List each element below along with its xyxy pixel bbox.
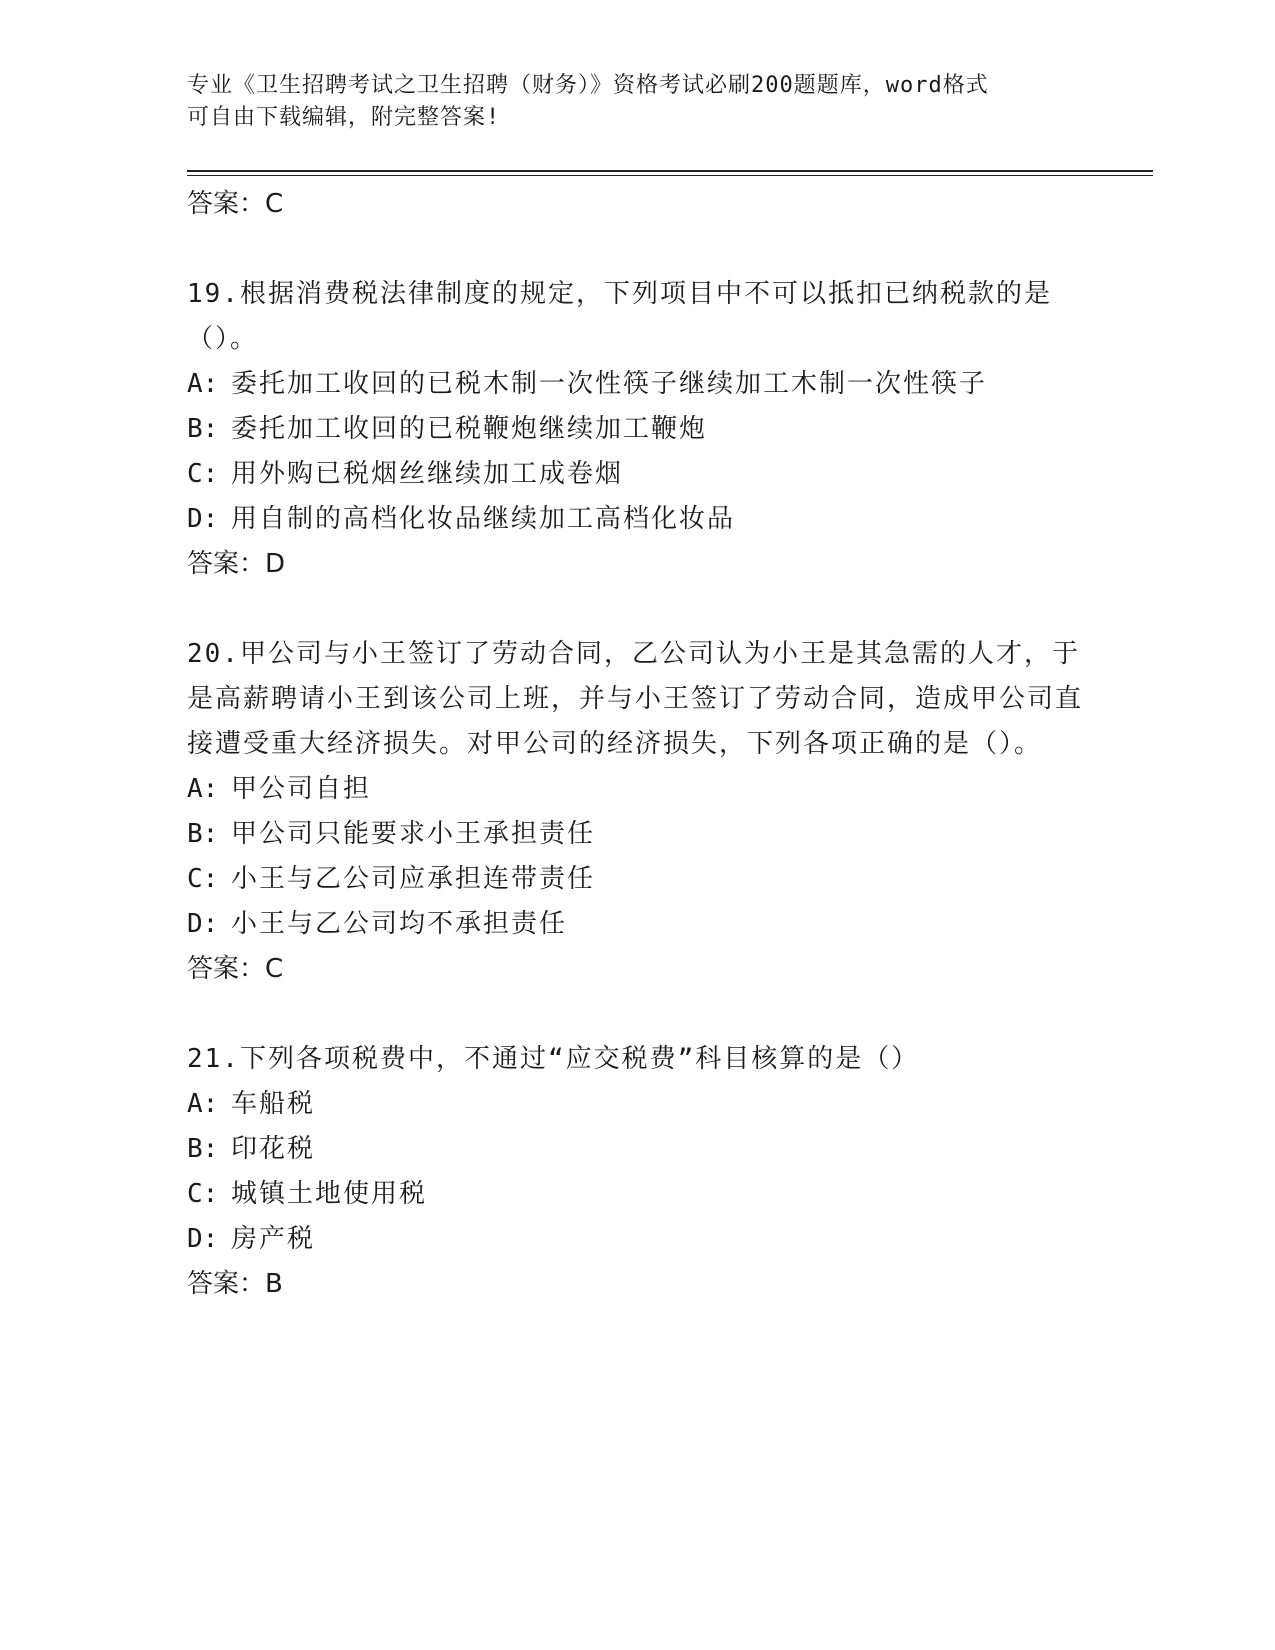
question-text: 19.根据消费税法律制度的规定，下列项目中不可以抵扣已纳税款的是（）。 [187, 279, 1052, 354]
option-text: 车船税 [231, 1089, 316, 1119]
option-text: 用外购已税烟丝继续加工成卷烟 [231, 459, 624, 489]
question-text: 21.下列各项税费中，不通过“应交税费”科目核算的是（） [187, 1044, 920, 1074]
option-a [187, 362, 1147, 407]
question-20 [187, 632, 1147, 991]
option-text: 用自制的高档化妆品继续加工高档化妆品 [231, 504, 736, 534]
option-key: C: [187, 864, 219, 894]
question-text: 20.甲公司与小王签订了劳动合同，乙公司认为小王是其急需的人才，于是高薪聘请小王到该公司上班，并与小王签订了劳动合同，造成甲公司直接遭受重大经济损失。对甲公司的经济损失，下列各项正确的是（）。 [187, 639, 1084, 759]
option-text: 小王与乙公司应承担连带责任 [231, 864, 596, 894]
answer: 答案：B [187, 1269, 283, 1299]
header-divider [187, 170, 1153, 176]
option-c [187, 857, 1147, 902]
option-key: C: [187, 459, 219, 489]
option-a [187, 767, 1147, 812]
option-key: A: [187, 1089, 219, 1119]
option-b [187, 407, 1147, 452]
option-c [187, 452, 1147, 497]
option-d [187, 497, 1147, 542]
option-d [187, 902, 1147, 947]
option-text: 委托加工收回的已税鞭炮继续加工鞭炮 [231, 414, 708, 444]
header-line-2: 可自由下载编辑，附完整答案! [187, 105, 501, 130]
option-text: 甲公司自担 [231, 774, 372, 804]
option-key: C: [187, 1179, 219, 1209]
option-c [187, 1172, 1147, 1217]
previous-answer: 答案：C [187, 189, 284, 219]
option-a [187, 1082, 1147, 1127]
option-key: A: [187, 369, 219, 399]
option-key: D: [187, 504, 219, 534]
option-text: 印花税 [231, 1134, 316, 1164]
question-19 [187, 272, 1147, 586]
document-header [187, 70, 1067, 134]
option-b [187, 1127, 1147, 1172]
option-text: 委托加工收回的已税木制一次性筷子继续加工木制一次性筷子 [231, 369, 988, 399]
option-key: B: [187, 819, 219, 849]
option-key: D: [187, 1224, 219, 1254]
option-key: B: [187, 1134, 219, 1164]
option-key: D: [187, 909, 219, 939]
header-line-1: 专业《卫生招聘考试之卫生招聘（财务）》资格考试必刷200题题库，word格式 [187, 73, 989, 98]
option-b [187, 812, 1147, 857]
option-text: 小王与乙公司均不承担责任 [231, 909, 568, 939]
option-d [187, 1217, 1147, 1262]
option-text: 房产税 [231, 1224, 316, 1254]
option-text: 城镇土地使用税 [231, 1179, 428, 1209]
question-21 [187, 1037, 1147, 1306]
option-text: 甲公司只能要求小王承担责任 [231, 819, 596, 849]
answer: 答案：D [187, 549, 286, 579]
option-key: A: [187, 774, 219, 804]
answer: 答案：C [187, 954, 284, 984]
option-key: B: [187, 414, 219, 444]
document-page [187, 70, 1147, 1306]
